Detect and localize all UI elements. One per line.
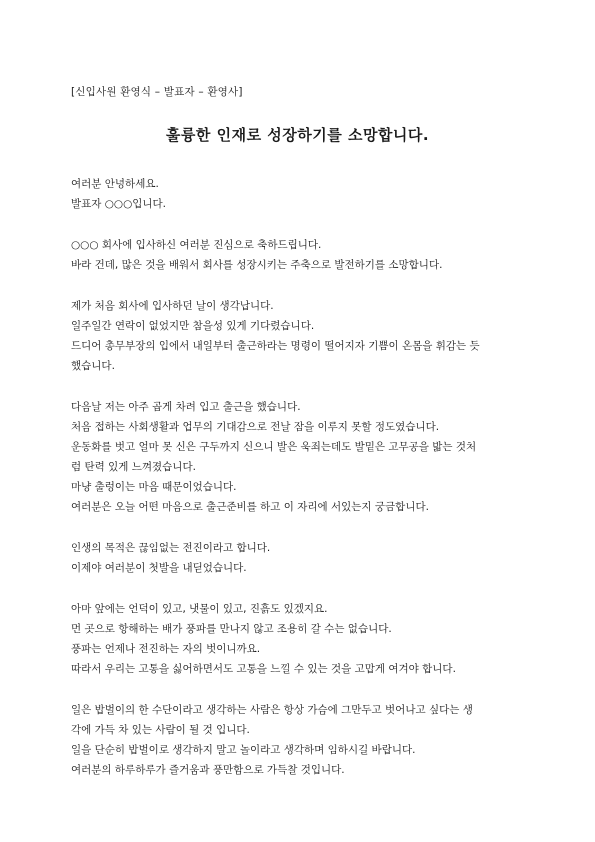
paragraph (71, 174, 531, 214)
text-line: 각에 가득 차 있는 사람이 될 것 입니다. (71, 724, 250, 736)
text-line: 제가 처음 회사에 입사하던 날이 생각납니다. (71, 300, 274, 312)
text-line: 처음 접하는 사회생활과 업무의 기대감으로 전날 잠을 이루지 못할 정도였습니다. (71, 421, 440, 433)
text-line: 먼 곳으로 항해하는 배가 풍파를 만나지 않고 조용히 갈 수는 없습니다. (71, 623, 392, 635)
paragraph (71, 397, 531, 517)
text-line: 따라서 우리는 고통을 싫어하면서도 고통을 느낄 수 있는 것을 고맙게 여겨야 합니다. (71, 663, 456, 675)
paragraph (71, 599, 531, 679)
text-line: 일은 밥벌이의 한 수단이라고 생각하는 사람은 항상 가슴에 그만두고 벗어나고 싶다는 생 (71, 704, 473, 716)
text-line: 다음날 저는 아주 곱게 차려 입고 출근을 했습니다. (71, 401, 301, 413)
text-line: 마냥 출렁이는 마음 때문이었습니다. (71, 481, 237, 493)
header-tag: [신입사원 환영식 – 발표자 – 환영사] (71, 86, 243, 98)
paragraph (71, 700, 531, 780)
text-line: 드디어 총무부장의 입에서 내일부터 출근하라는 명령이 떨어지자 기쁨이 온몸을 휘감는 듯 (71, 340, 480, 352)
paragraph (71, 235, 531, 275)
text-line: 바라 건데, 많은 것을 배워서 회사를 성장시키는 주축으로 발전하기를 소망합니다. (71, 259, 443, 271)
text-line: 운동화를 벗고 얼마 못 신은 구두까지 신으니 발은 욱죄는데도 발밑은 고무공을 밟는 것처 (71, 441, 477, 453)
text-line: 풍파는 언제나 전진하는 자의 벗이니까요. (71, 643, 261, 655)
text-line: ○○○ 회사에 입사하신 여러분 진심으로 축하드립니다. (71, 239, 322, 251)
text-line: 럼 탄력 있게 느껴졌습니다. (71, 461, 196, 473)
speech-body (71, 174, 531, 801)
text-line: 발표자 ○○○입니다. (71, 198, 167, 210)
text-line: 일주일간 연락이 없었지만 참을성 있게 기다렸습니다. (71, 320, 315, 332)
page-title: 훌륭한 인재로 성장하기를 소망합니다. (165, 126, 430, 144)
text-line: 이제야 여러분이 첫발을 내딛었습니다. (71, 562, 247, 574)
text-line: 일을 단순히 밥벌이로 생각하지 말고 놀이라고 생각하며 임하시길 바랍니다. (71, 744, 416, 756)
paragraph (71, 296, 531, 376)
paragraph (71, 538, 531, 578)
text-line: 여러분 안녕하세요. (71, 178, 159, 190)
text-line: 여러분의 하루하루가 즐거움과 풍만함으로 가득찰 것입니다. (71, 764, 345, 776)
text-line: 아마 앞에는 언덕이 있고, 냇물이 있고, 진흙도 있겠지요. (71, 603, 328, 615)
text-line: 인생의 목적은 끊임없는 전진이라고 합니다. (71, 542, 271, 554)
text-line: 여러분은 오늘 어떤 마음으로 출근준비를 하고 이 자리에 서있는지 궁금합니다. (71, 501, 429, 513)
text-line: 했습니다. (71, 360, 115, 372)
